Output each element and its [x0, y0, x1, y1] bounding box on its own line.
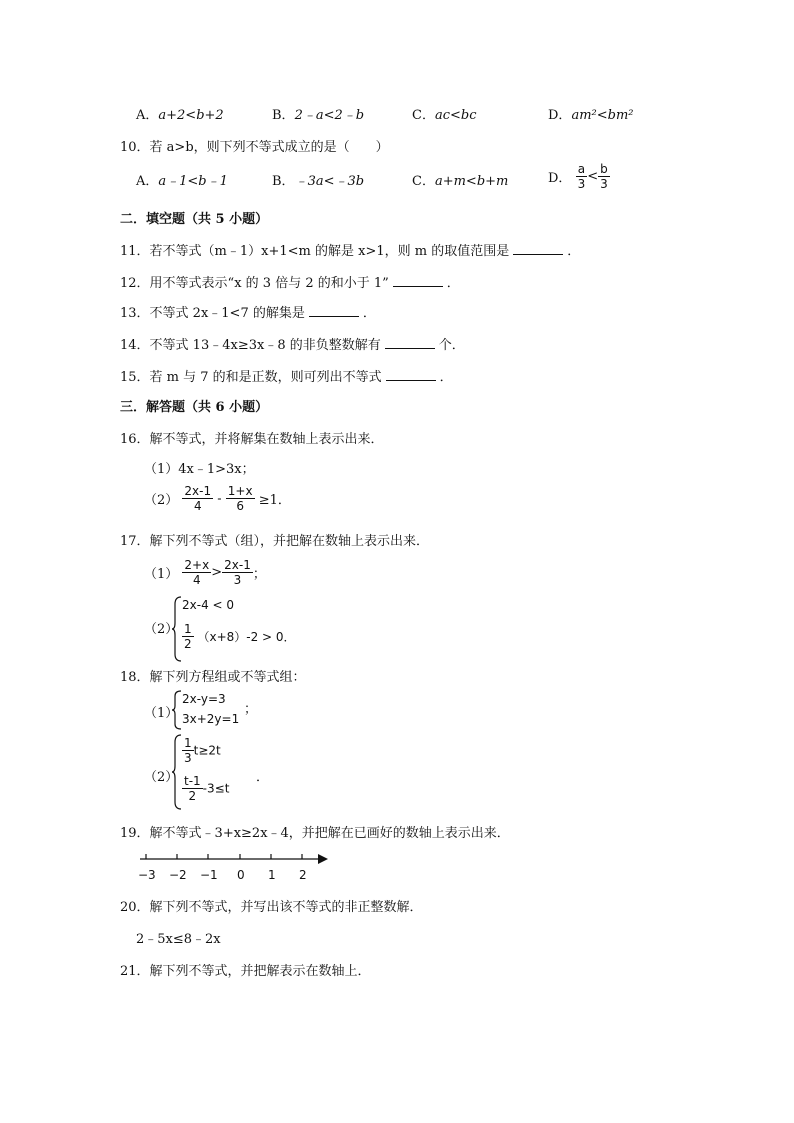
q18-system-row2: 3x+2y=1	[182, 712, 240, 726]
q18-system2-row1: $\frac{1}{3}$ t≥2t	[184, 736, 221, 765]
q9-option-c: C．ac<bc	[412, 108, 477, 123]
q10-stem: 10．若 a>b，则下列不等式成立的是（ ）	[120, 140, 389, 155]
q12-answer-blank[interactable]	[393, 274, 443, 287]
fraction-2+x-over-4: $\frac{2+x}{4}$	[184, 558, 210, 587]
q9-option-d: D．am²<bm²	[548, 108, 634, 123]
q17-stem: 17．解下列不等式（组），并把解在数轴上表示出来．	[120, 534, 430, 549]
q14: 14．不等式 13﹣4x≥3x﹣8 的非负整数解有 个．	[120, 338, 465, 353]
q13: 13．不等式 2x﹣1<7 的解集是 ．	[120, 306, 376, 321]
q18-system-row1: 2x-y=3	[182, 692, 226, 706]
fraction-b-over-3: $\frac{b}{3}$	[600, 162, 608, 191]
q15-answer-blank[interactable]	[386, 368, 436, 381]
q17-part2-label: （2）	[144, 622, 179, 637]
q16-stem: 16．解不等式，并将解集在数轴上表示出来．	[120, 432, 384, 447]
tick-label: −1	[200, 868, 218, 882]
q21-stem: 21．解下列不等式，并把解表示在数轴上．	[120, 964, 371, 979]
q10-option-d: D． $\frac{a}{3}$ < $\frac{b}{3}$	[548, 162, 608, 191]
system-brace-icon	[172, 690, 182, 730]
fraction-t-1-over-2: $\frac{t-1}{2}$	[184, 774, 201, 803]
q17-part1: （1） $\frac{2+x}{4}$ > $\frac{2x-1}{3}$ ；	[144, 558, 266, 587]
q10-option-b: B．﹣3a<﹣3b	[272, 174, 365, 189]
fraction-1+x-over-6: $\frac{1+x}{6}$	[227, 484, 253, 513]
tick-label: 0	[237, 868, 245, 882]
tick-label: −2	[169, 868, 187, 882]
q11: 11．若不等式（m﹣1）x+1<m 的解是 x>1，则 m 的取值范围是 ．	[120, 244, 581, 259]
fraction-1-over-2: $\frac{1}{2}$	[184, 622, 192, 651]
fraction-2x-1-over-4: $\frac{2x-1}{4}$	[184, 484, 212, 513]
q14-answer-blank[interactable]	[385, 336, 435, 349]
section-solve-title: 三．解答题（共 6 小题）	[120, 400, 269, 415]
q18-system2-row2: $\frac{t-1}{2}$ -3≤t	[184, 774, 230, 803]
q9-option-b: B．2﹣a<2﹣b	[272, 108, 365, 123]
q20-stem: 20．解下列不等式，并写出该不等式的非正整数解．	[120, 900, 423, 915]
system-brace-icon	[172, 596, 182, 662]
q16-part1: （1）4x﹣1>3x；	[144, 462, 255, 477]
tick-label: −3	[138, 868, 156, 882]
q10-option-a: A．a﹣1<b﹣1	[136, 174, 228, 189]
section-fill-in-title: 二．填空题（共 5 小题）	[120, 212, 269, 227]
q12: 12．用不等式表示“x 的 3 倍与 2 的和小于 1” ．	[120, 276, 460, 291]
fraction-1-over-3: $\frac{1}{3}$	[184, 736, 192, 765]
q13-answer-blank[interactable]	[309, 304, 359, 317]
q18-part2-label: （2）	[144, 770, 179, 785]
number-line-axis-icon	[138, 850, 332, 868]
q18-part1-label: （1）	[144, 706, 179, 721]
q19-stem: 19．解不等式﹣3+x≥2x﹣4，并把解在已画好的数轴上表示出来．	[120, 826, 510, 841]
q15: 15．若 m 与 7 的和是正数，则可列出不等式 ．	[120, 370, 453, 385]
q11-answer-blank[interactable]	[513, 242, 563, 255]
fraction-2x-1-over-3: $\frac{2x-1}{3}$	[224, 558, 251, 587]
q17-system-row2: $\frac{1}{2}$ （x+8）-2 > 0．	[184, 622, 296, 651]
q18-part2-end: ．	[256, 770, 270, 785]
fraction-a-over-3: $\frac{a}{3}$	[577, 162, 586, 191]
tick-label: 2	[299, 868, 307, 882]
tick-label: 1	[268, 868, 276, 882]
system-brace-icon	[172, 734, 182, 810]
q18-part1-end: ；	[244, 702, 258, 717]
q17-system-row1: 2x-4 < 0	[182, 598, 235, 612]
q20-expression: 2﹣5x≤8﹣2x	[136, 932, 221, 947]
q10-option-c: C．a+m<b+m	[412, 174, 509, 189]
q9-option-a: A．a+2<b+2	[136, 108, 224, 123]
q16-part2: （2） $\frac{2x-1}{4}$ - $\frac{1+x}{6}$ ≥1．	[144, 484, 291, 513]
q18-stem: 18．解下列方程组或不等式组：	[120, 670, 306, 685]
